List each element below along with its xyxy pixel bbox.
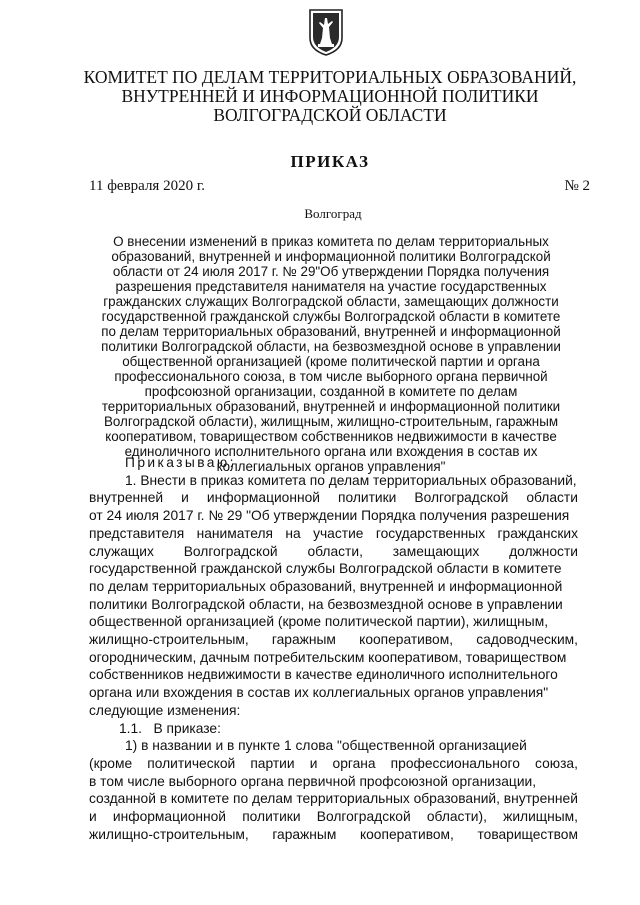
subject-line: кооперативом, товариществом собственников недвижимости в качестве — [105, 429, 557, 444]
word: союза, — [535, 755, 578, 771]
body-text: по делам территориальных образований, внутренней и информационной — [89, 578, 563, 594]
subject-line: единоличного исполнительного органа или вхождения в состав их — [124, 444, 538, 459]
order-word: Приказываю: — [125, 455, 236, 470]
order-word-line — [89, 454, 578, 472]
body-line-justified — [89, 525, 578, 543]
word: информационной — [112, 809, 226, 825]
document-number: № 2 — [564, 178, 590, 194]
subject-line: по делам территориальных образований, внутренней и информационной — [101, 324, 561, 339]
word: политики — [338, 490, 397, 506]
body-text: созданной в комитете по делам территориальных образований, внутренней — [89, 791, 578, 807]
body-text: собственников недвижимости в качестве единоличного исполнительного — [89, 667, 558, 683]
word: информационной — [206, 490, 320, 506]
org-line: ВОЛГОГРАДСКОЙ ОБЛАСТИ — [213, 105, 447, 125]
word: товариществом — [477, 826, 578, 842]
body-text: 1. Внести в приказ комитета по делам территориальных образований, — [125, 472, 577, 488]
body-line — [89, 613, 578, 631]
org-line: КОМИТЕТ ПО ДЕЛАМ ТЕРРИТОРИАЛЬНЫХ ОБРАЗОВАНИЙ, — [83, 67, 577, 87]
word: и — [309, 755, 318, 771]
subitem-heading — [89, 720, 578, 738]
document-date: 11 февраля 2020 г. — [89, 178, 206, 194]
document-city: Волгоград — [304, 206, 362, 221]
body-line — [89, 737, 578, 755]
word: политики — [242, 809, 301, 825]
body-text: органа или вхождения в состав их коллегиальных органов управления" — [89, 685, 549, 701]
body-line-justified — [89, 489, 578, 507]
subject-line: О внесении изменений в приказ комитета по делам территориальных — [113, 234, 549, 249]
word: органа — [332, 755, 376, 771]
body-text: общественной организацией (кроме политической партии), жилищным, — [89, 614, 549, 630]
body-line-justified — [89, 755, 578, 773]
word: (кроме — [89, 755, 133, 771]
body-line — [89, 702, 578, 720]
body-line — [89, 472, 578, 490]
word: садоводческим, — [476, 632, 578, 648]
body-line — [89, 560, 578, 578]
subject-line: профессионального союза, в том числе выборного органа первичной — [114, 369, 548, 384]
subject-line: Волгоградской области), жилищным, жилищно-строительным, гаражным — [103, 414, 559, 429]
organization-name — [80, 68, 580, 125]
body-line — [89, 578, 578, 596]
document-body — [89, 454, 578, 843]
word: служащих — [89, 543, 154, 559]
document-type-title: ПРИКАЗ — [290, 152, 370, 171]
body-line — [89, 596, 578, 614]
word: гражданских — [497, 525, 578, 541]
word: на — [285, 525, 301, 541]
word: Волгоградской — [183, 543, 278, 559]
word: гаражным — [271, 632, 336, 648]
subject-line: политики Волгоградской области, на безвозмездной основе в управлении — [101, 339, 561, 354]
word: партии — [250, 755, 295, 771]
subject-line: профсоюзной организации, созданной в комитете по делам — [144, 384, 518, 399]
body-line — [89, 773, 578, 791]
word: профессионального — [390, 755, 520, 771]
subject-line: государственной гражданской службы Волгоградской области в комитете — [101, 309, 561, 324]
word: должности — [509, 543, 578, 559]
word: кооперативом, — [359, 632, 454, 648]
word: области — [526, 490, 578, 506]
word: жилищно-строительным, — [89, 826, 249, 842]
subitem-text: 1.1. В приказе: — [119, 720, 221, 736]
word: и — [89, 809, 97, 825]
body-line-justified — [89, 826, 578, 844]
body-text: от 24 июля 2017 г. № 29 "Об утверждении Порядка получения разрешения — [89, 508, 570, 524]
word: гаражным — [272, 826, 337, 842]
body-line — [89, 666, 578, 684]
body-line — [89, 649, 578, 667]
word: жилищно-строительным, — [89, 632, 249, 648]
body-text: в том числе выборного органа первичной профсоюзной организации, — [89, 773, 537, 789]
word: политической — [147, 755, 236, 771]
body-line-justified — [89, 543, 578, 561]
subject-line: разрешения представителя нанимателя на участие государственных — [115, 279, 547, 294]
word: государственных — [375, 525, 486, 541]
word: жилищным, — [503, 809, 578, 825]
body-line-justified — [89, 631, 578, 649]
word: замещающих — [392, 543, 480, 559]
word: Волгоградской — [414, 490, 509, 506]
word: и — [181, 490, 189, 506]
word: внутренней — [89, 490, 164, 506]
org-line: ВНУТРЕННЕЙ И ИНФОРМАЦИОННОЙ ПОЛИТИКИ — [121, 86, 539, 106]
word: нанимателя — [196, 525, 274, 541]
body-text: политики Волгоградской области, на безвозмездной основе в управлении — [89, 596, 563, 612]
subject-line: образований, внутренней и информационной политики Волгоградской — [111, 249, 551, 264]
subject-line: общественной организацией (кроме политической партии и органа — [122, 354, 540, 369]
body-text: следующие изменения: — [89, 702, 241, 718]
word: представителя — [89, 525, 185, 541]
body-text: огородническим, дачным потребительским кооперативом, товариществом — [89, 649, 567, 665]
document-subject — [78, 234, 584, 474]
word: участие — [313, 525, 364, 541]
body-text: государственной гражданской службы Волгоградской области в комитете — [89, 561, 562, 577]
word: области), — [426, 809, 487, 825]
subject-line: территориальных образований, внутренней и информационной политики — [101, 399, 561, 414]
volgograd-emblem-icon — [308, 8, 344, 56]
body-line — [89, 790, 578, 808]
subject-line: области от 24 июля 2017 г. № 29"Об утверждении Порядка получения — [112, 264, 550, 279]
body-line-justified — [89, 808, 578, 826]
body-line — [89, 684, 578, 702]
subject-line: коллегиальных органов управления" — [216, 459, 446, 474]
body-text: 1) в названии и в пункте 1 слова "общественной организацией — [125, 738, 527, 754]
word: области, — [307, 543, 363, 559]
word: Волгоградской — [316, 809, 411, 825]
body-line — [89, 507, 578, 525]
subject-line: гражданских служащих Волгоградской области, замещающих должности — [103, 294, 559, 309]
word: кооперативом, — [359, 826, 454, 842]
